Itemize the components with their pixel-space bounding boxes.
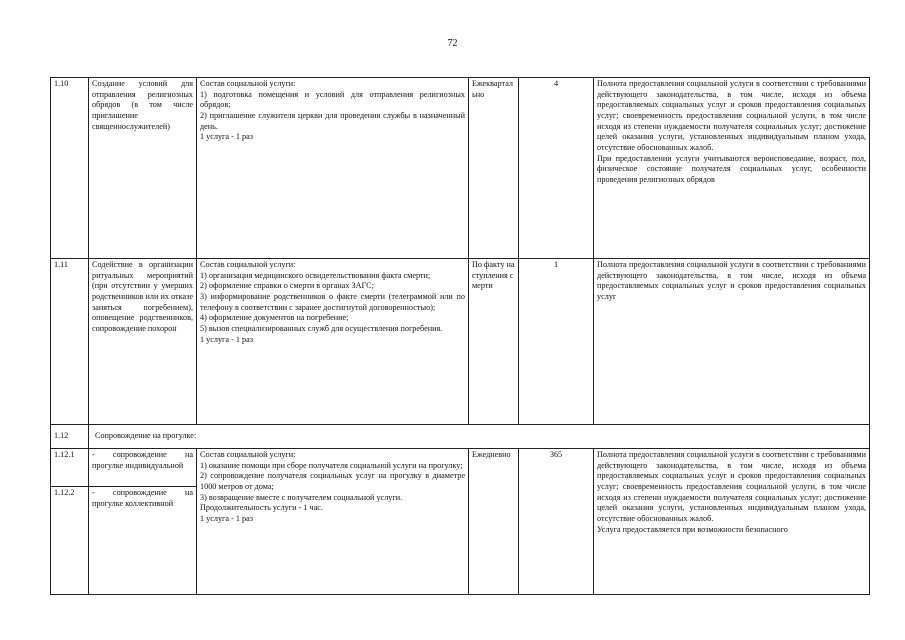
section-row [51,425,870,449]
service-volume: 1 [519,259,594,425]
content-line: Состав социальной услуги: [200,79,296,88]
service-name: Содействие в организации ритуальных мероприятий (при отсутствии у умерших родственников или их отказе заняться погребением), оповещение родственников, сопровождение похорон [89,259,197,425]
service-quality [594,78,870,259]
content-line: 2) сопровождение получателя социальных услуг на прогулку в диаметре 1000 метров от дома; [200,471,465,491]
content-line: 3) информирование родственников о факте смерти (телеграммой или по телефону в соответствии с заранее достигнутой договоренностью); [200,291,465,312]
content-line: 1 услуга - 1 раз [200,513,253,523]
service-volume: 4 [519,78,594,259]
service-quality [594,259,870,425]
content-line: 1) организация медицинского освидетельствования факта смерти; [200,270,431,280]
quality-paragraph: Полнота предоставления социальной услуги в соответствии с требованиями действующего законодательства, в том числе, исходя из объема предоставляемых социальных услуг и сроков предоставления социальных услуг [597,260,866,301]
content-line: 3) возвращение вместе с получателем социальной услуги. [200,492,403,502]
service-content [197,259,469,425]
content-line: 1) оказание помощи при сборе получателя социальной услуги на прогулку; [200,460,463,470]
quality-paragraph: Полнота предоставления социальной услуги в соответствии с требованиями действующего законодательства, в том числе, исходя из объема предоставляемых социальных услуг и сроков предоставления социальных услуг; своевременность предоставления социальной услуги, в том числе исходя из степени нуждаемости получателя социальных услуг; достижение целей оказания услуги, установленных индивидуальным планом ухода, отсутствие обоснованных жалоб. [597,450,866,523]
service-content [197,78,469,259]
row-number: 1.11 [51,259,89,425]
quality-paragraph: Услуга предоставляется при возможности безопасного [597,524,788,534]
content-line: Состав социальной услуги: [200,450,296,459]
section-number: 1.12 [51,425,89,449]
quality-paragraph: Полнота предоставления социальной услуги в соответствии с требованиями действующего законодательства, в том числе, исходя из объема предоставляемых социальных услуг и сроков предоставления социальных услуг; своевременность предоставления социальной услуги, в том числе исходя из степени нуждаемости получателя социальных услуг; достижение целей оказания услуги, установленных индивидуальным планом ухода, отсутствие обоснованных жалоб. [597,79,866,152]
page-number: 72 [447,38,458,49]
service-content [197,449,469,595]
table-row [51,78,870,259]
service-period: Ежеквартально [469,78,519,259]
content-line: 4) оформление документов на погребение; [200,313,349,323]
content-line: 5) вызов специализированных служб для осуществления погребения. [200,323,443,333]
sub-service-name: - сопровождение на прогулке индивидуальной [89,449,196,487]
content-line: 2) оформление справки о смерти в органах ЗАГС; [200,281,374,291]
content-line: 1 услуга - 1 раз [200,334,253,344]
sub-service-name: - сопровождение на прогулке коллективной [92,488,193,508]
content-line: Состав социальной услуги: [200,260,296,269]
section-title: Сопровождение на прогулке: [89,425,870,449]
row-number [51,449,89,595]
service-name: Создание условий для отправления религиозных обрядов (в том числе приглашение священнослужителей) [89,78,197,259]
row-number: 1.10 [51,78,89,259]
service-period: По факту наступления смерти [469,259,519,425]
content-line: Продолжительность услуги - 1 час. [200,503,323,513]
service-volume: 365 [519,449,594,595]
content-line: 1 услуга - 1 раз [200,132,253,142]
content-line: 2) приглашение служителя церкви для проведения службы в назначенный день. [200,110,465,131]
service-name [89,449,197,595]
content-line: 1) подготовка помещения и условий для отправления религиозных обрядов; [200,89,465,110]
sub-number: 1.12.1 [51,449,88,487]
service-period: Ежедневно [469,449,519,595]
service-quality [594,449,870,595]
quality-paragraph: При предоставлении услуги учитываются вероисповедание, возраст, пол, физическое состояние получателя социальных услуг, особенности проведения религиозных обрядов [597,153,866,184]
services-table [50,77,870,595]
table-row [51,449,870,595]
table-row [51,259,870,425]
sub-number: 1.12.2 [54,488,75,497]
